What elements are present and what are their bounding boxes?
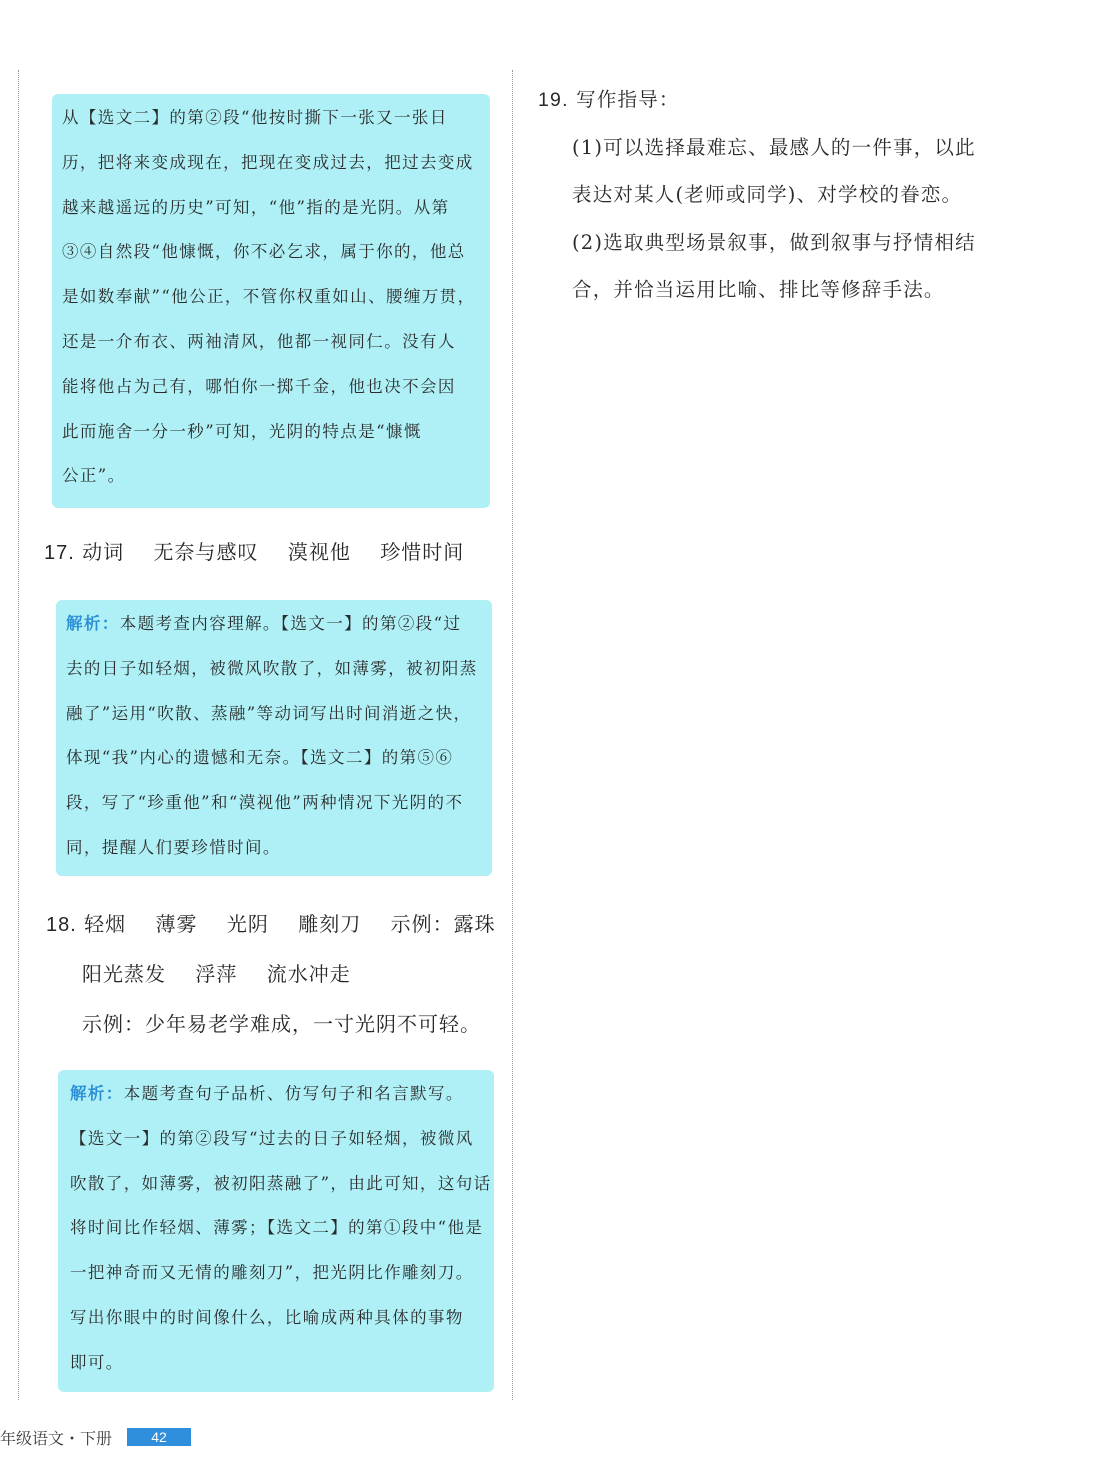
analysis-line: 还是一介布衣、两袖清风，他都一视同仁。没有人 [62,331,456,351]
column-divider-dotted-rule [512,70,513,1400]
analysis-line: 将时间比作轻烟、薄雾；【选文二】的第①段中“他是 [70,1218,484,1238]
analysis-line: 体现“我”内心的遗憾和无奈。【选文二】的第⑤⑥ [66,748,454,768]
analysis-line: 吹散了，如薄雾，被初阳蒸融了”，由此可知，这句话 [70,1173,492,1193]
analysis-text: 本题考查内容理解。【选文一】的第②段“过 [119,614,462,633]
analysis-line: 公正”。 [62,466,126,486]
analysis-text: 本题考查句子品析、仿写句子和名言默写。 [123,1084,464,1103]
analysis-line: 段，写了“珍重他”和“漠视他”两种情况下光阴的不 [66,793,464,813]
analysis-box-q17 [56,600,492,876]
answer-item: 珍惜时间 [380,540,465,564]
question-number: 18. [46,914,77,936]
analysis-line [66,602,492,647]
analysis-line: 去的日子如轻烟，被微风吹散了，如薄雾，被初阳蒸 [66,658,478,678]
answer-item: 无奈与感叹 [153,540,259,564]
analysis-line: 越来越遥远的历史”可知，“他”指的是光阴。从第 [62,197,450,217]
answer-q18-line1 [46,908,496,937]
answer-item: 流水冲走 [266,962,351,986]
book-label: 年级语文・下册 [0,1429,113,1448]
answer-item: 薄雾 [155,912,198,936]
answer-q18-line2 [82,958,351,987]
writing-guidance-line: 表达对某人(老师或同学)、对学校的眷恋。 [572,183,963,206]
question-19-heading [538,84,680,112]
analysis-line: 即可。 [70,1352,124,1372]
answer-q17 [44,536,464,565]
question-number: 17. [44,542,75,564]
writing-guidance-line: 合，并恰当运用比喻、排比等修辞手法。 [572,278,945,301]
writing-guidance-line: (1)可以选择最难忘、最感人的一件事，以此 [572,136,976,159]
page-number-badge: 42 [127,1428,191,1446]
analysis-box-q18 [58,1070,494,1392]
answer-item: 示例：露珠 [390,912,496,936]
analysis-line: 是如数奉献”“他公正，不管你权重如山、腰缠万贯， [62,287,476,307]
analysis-box-q16 [52,94,490,508]
analysis-keyword: 解析： [66,614,120,633]
analysis-keyword: 解析： [70,1084,124,1103]
left-margin-dotted-rule [18,70,19,1400]
analysis-line: 从【选文二】的第②段“他按时撕下一张又一张日 [62,108,448,127]
answer-q18-line3: 示例：少年易老学难成，一寸光阴不可轻。 [82,1012,481,1036]
analysis-line: 融了”运用“吹散、蒸融”等动词写出时间消逝之快， [66,703,472,723]
analysis-line: 【选文一】的第②段写“过去的日子如轻烟，被微风 [70,1128,474,1148]
analysis-line [70,1072,494,1117]
answer-item: 雕刻刀 [298,912,362,936]
answer-item: 阳光蒸发 [82,962,166,986]
answer-item: 浮萍 [195,962,238,986]
analysis-line: 此而施舍一分一秒”可知，光阴的特点是“慷慨 [62,421,422,441]
analysis-line: 一把神奇而又无情的雕刻刀”，把光阴比作雕刻刀。 [70,1263,474,1283]
analysis-line: ③④自然段“他慷慨，你不必乞求，属于你的，他总 [62,242,466,262]
answer-item: 轻烟 [84,912,127,936]
answer-item: 光阴 [226,912,269,936]
answer-item: 漠视他 [287,540,351,564]
analysis-line: 能将他占为己有，哪怕你一掷千金，他也决不会因 [62,376,456,396]
writing-guidance-line: (2)选取典型场景叙事，做到叙事与抒情相结 [572,231,976,254]
analysis-line: 写出你眼中的时间像什么，比喻成两种具体的事物 [70,1307,464,1327]
question-number: 19. [538,89,569,111]
analysis-line: 历，把将来变成现在，把现在变成过去，把过去变成 [62,152,474,172]
answer-item: 动词 [82,540,125,564]
analysis-line: 同，提醒人们要珍惜时间。 [66,837,281,857]
question-title: 写作指导： [576,88,680,111]
